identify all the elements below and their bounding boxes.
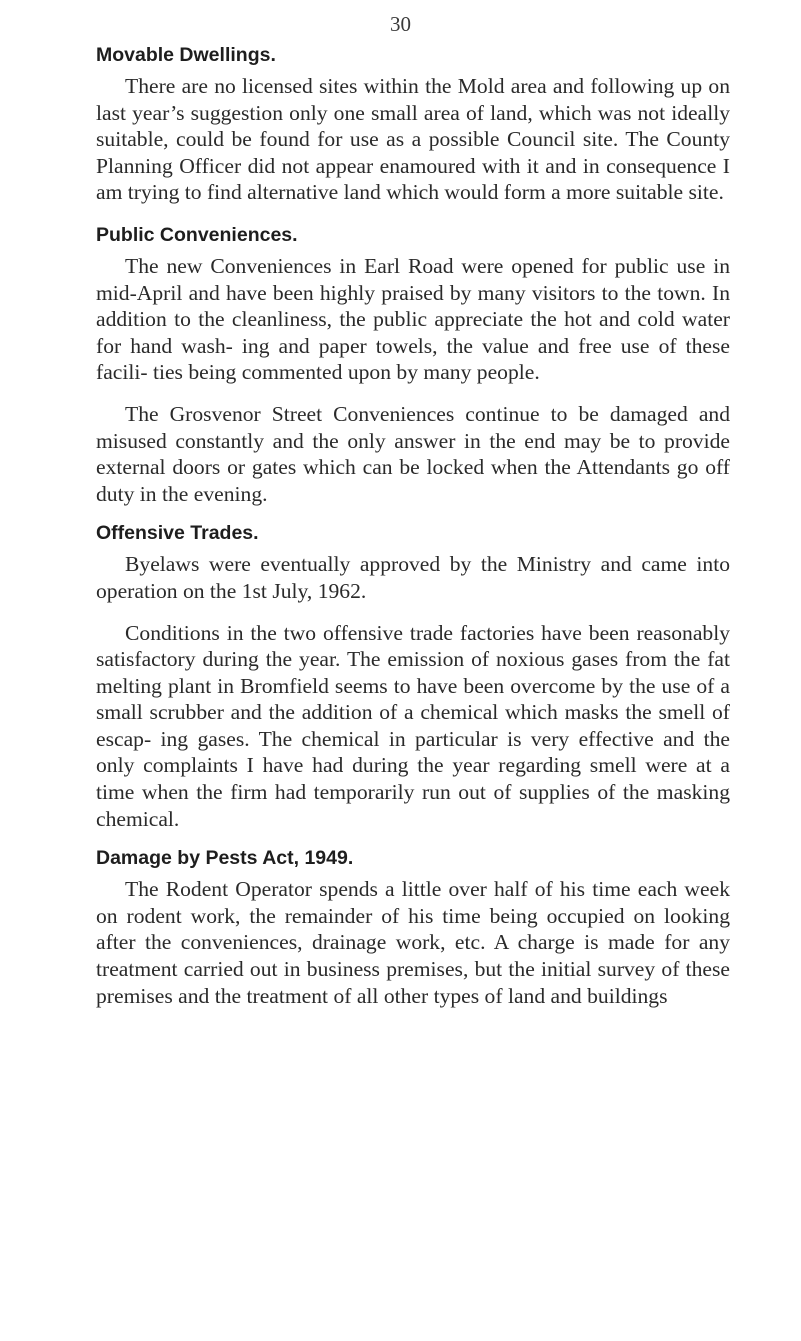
page-number: 30 bbox=[390, 12, 411, 36]
section-offensive-trades bbox=[96, 522, 730, 832]
section-damage-by-pests bbox=[96, 847, 730, 1009]
section-movable-dwellings bbox=[96, 44, 730, 206]
paragraph: The new Conveniences in Earl Road were opened for public use in mid-April and have been highly praised by many visitors to the town. In addition to the cleanliness, the public appreciate the hot and cold water for hand wash- ing and paper towels, the value and free use of these facili- ties being commented upon by many people. bbox=[96, 253, 730, 385]
paragraph: There are no licensed sites within the Mold area and following up on last year’s suggestion only one small area of land, which was not ideally suitable, could be found for use as a possible Council site. The County Planning Officer did not appear enamoured with it and in consequence I am trying to find alternative land which would form a more suitable site. bbox=[96, 74, 730, 205]
section-heading: Public Conveniences. bbox=[96, 223, 298, 246]
paragraph: Conditions in the two offensive trade factories have been reasonably satisfactory during the year. The emission of noxious gases from the fat melting plant in Bromfield seems to have been overcome by the use of a small scrubber and the addition of a chemical which masks the smell of escap- ing gases. The chemical in particular is very effective and the only complaints I have had during the year regarding smell were at a time when the firm had temporarily run out of supplies of the masking chemical. bbox=[96, 620, 730, 831]
paragraph: The Grosvenor Street Conveniences continue to be damaged and misused constantly and the only answer in the end may be to provide external doors or gates which can be locked when the Attendants go off duty in the evening. bbox=[96, 401, 730, 506]
section-heading: Damage by Pests Act, 1949. bbox=[96, 847, 354, 870]
section-heading: Offensive Trades. bbox=[96, 522, 259, 545]
paragraph: Byelaws were eventually approved by the Ministry and came into operation on the 1st July, 1962. bbox=[96, 552, 730, 603]
section-heading: Movable Dwellings. bbox=[96, 44, 276, 66]
page-content bbox=[96, 44, 730, 1024]
paragraph: The Rodent Operator spends a little over half of his time each week on rodent work, the remainder of his time being occupied on looking after the conveniences, drainage work, etc. A charge is made for any treatment carried out in business premises, but the initial survey of these premises and the treatment of all other types of land and buildings bbox=[96, 877, 730, 1008]
section-public-conveniences bbox=[96, 224, 730, 507]
